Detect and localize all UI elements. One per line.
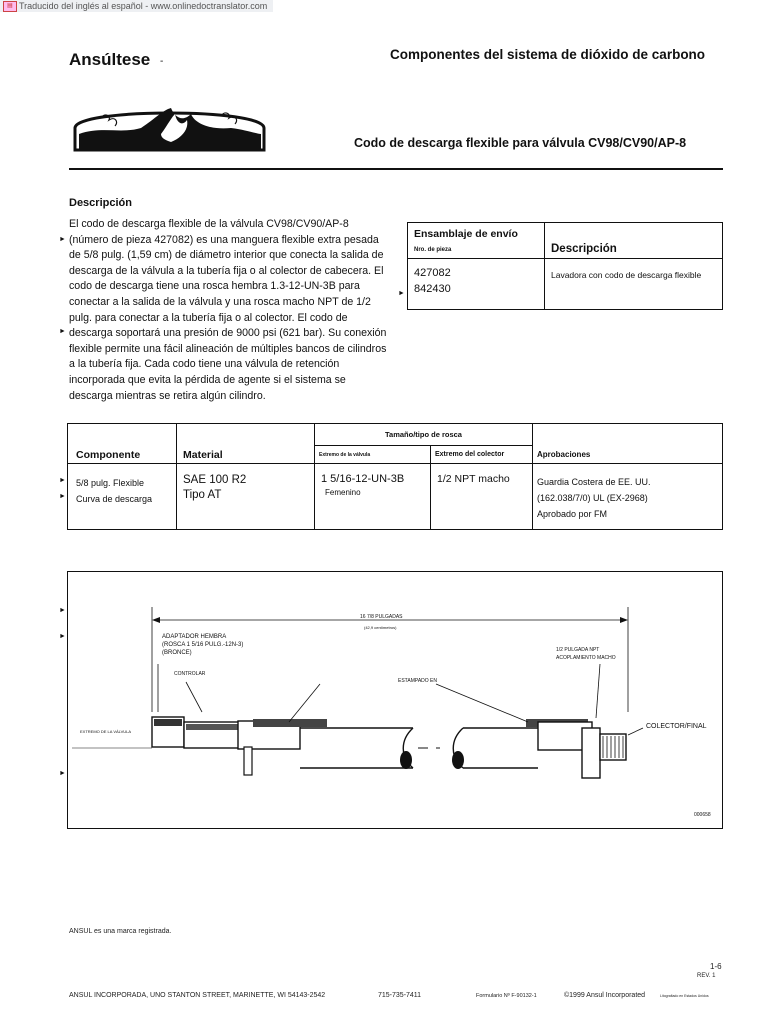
- component-name-1: 5/8 pulg. Flexible: [76, 478, 145, 488]
- part-number-1: 427082: [414, 267, 451, 279]
- length-label: 16 7/8 PULGADAS: [360, 614, 403, 620]
- shipping-assembly-table: [407, 222, 723, 310]
- manifold-end-thread: 1/2 NPT macho: [437, 473, 510, 485]
- npt-line-1: 1/2 PULGADA NPT: [556, 647, 600, 653]
- component-header: Componente: [76, 449, 141, 461]
- header-rule: [69, 168, 723, 170]
- description-heading: Descripción: [69, 197, 132, 209]
- approval-3: Aprobado por FM: [537, 509, 608, 519]
- check-valve-label: CONTROLAR: [174, 671, 206, 677]
- component-table: [67, 423, 723, 530]
- valve-end-label: EXTREMO DE LA VÁLVULA: [80, 729, 132, 734]
- npt-line-2: ACOPLAMIENTO MACHO: [556, 655, 616, 661]
- valve-end-thread: 1 5/16-12-UN-3B: [321, 473, 405, 485]
- change-marker-icon: ►: [59, 236, 66, 243]
- form-number: Formulario Nº F-90132-1: [476, 993, 537, 999]
- change-marker-icon: ►: [59, 328, 66, 335]
- stamped-label: ESTAMPADO EN: [398, 678, 437, 684]
- material-2: Tipo AT: [183, 489, 222, 501]
- thread-group-header: Tamaño/tipo de rosca: [385, 430, 462, 439]
- valve-end-header: Extremo de la válvula: [319, 451, 371, 458]
- approval-2: (162.038/7/0) UL (EX-2968): [537, 493, 648, 503]
- copyright: ©1999 Ansul Incorporated: [564, 992, 646, 999]
- brand-name: Ansúltese: [69, 50, 151, 69]
- approval-1: Guardia Costera de EE. UU.: [537, 477, 651, 487]
- shipping-description: Lavadora con codo de descarga flexible: [551, 270, 702, 280]
- change-marker-icon: ►: [59, 493, 66, 500]
- company-address: ANSUL INCORPORADA, UNO STANTON STREET, MARINETTE, WI 54143-2542: [69, 992, 326, 999]
- banner-text: Traducido del inglés al español - www.onlinedoctranslator.com: [19, 1, 268, 11]
- description-body: El codo de descarga flexible de la válvula CV98/CV90/AP-8 (número de pieza 427082) es una manguera flexible extra pesada de 5/8 pulg. (1,59 cm) de diámetro interior que conecta la salida de descarga de la válvula a la tubería fija o al colector de cabecera. El codo de descarga tiene una rosca hembra 1.3-12-UN-3B para conectar a la salida de la válvula y una rosca macho NPT de 1/2 pulg. para conectar a la tubería fija o al colector. El codo de descarga soportará una presión de 9000 psi (621 bar). Su conexión flexible permite una fácil alineación de múltiples bancos de cilindros a la tubería fija. Cada codo tiene una válvula de retención incorporada que evita la pérdida de agente si el sistema se descarga mientras se retira algún cilindro.: [69, 218, 387, 402]
- hose-drawing: [67, 571, 723, 829]
- product-subtitle: Codo de descarga flexible para válvula CV98/CV90/AP-8: [354, 136, 687, 150]
- material-header: Material: [183, 449, 223, 461]
- hose-diagram: [68, 572, 722, 828]
- length-metric-label: (42,9 centímetros): [364, 625, 397, 630]
- change-marker-icon: ►: [59, 770, 66, 777]
- female-adapter-line-1: ADAPTADOR HEMBRA: [162, 634, 227, 640]
- change-marker-icon: ►: [59, 607, 66, 614]
- translator-banner[interactable]: [0, 0, 273, 12]
- translator-icon: ▤: [3, 1, 17, 12]
- drawing-id: 000658: [694, 812, 711, 818]
- female-adapter-line-3: (BRONCE): [162, 650, 192, 656]
- manifold-end-label: COLECTOR/FINAL: [646, 723, 707, 730]
- document-title: Componentes del sistema de dióxido de carbono: [390, 47, 706, 62]
- npt-coupling-label: [556, 646, 616, 662]
- page-number: 1-6: [710, 962, 722, 971]
- flame-logo: [71, 104, 268, 156]
- material-1: SAE 100 R2: [183, 474, 247, 486]
- part-number-2: 842430: [414, 283, 451, 295]
- female-adapter-label: [162, 633, 243, 657]
- approvals-header: Aprobaciones: [537, 450, 591, 459]
- printed-in: Litografiado en Estados Unidos: [660, 994, 709, 998]
- revision: REV. 1: [697, 973, 716, 979]
- company-phone: 715-735-7411: [378, 992, 422, 999]
- shipping-header: Ensamblaje de envío: [414, 228, 518, 240]
- brand-mark: -: [160, 56, 164, 67]
- component-name-2: Curva de descarga: [76, 494, 153, 504]
- change-marker-icon: ►: [398, 290, 405, 297]
- valve-end-type: Femenino: [325, 488, 361, 497]
- description-header: Descripción: [551, 243, 617, 255]
- female-adapter-line-2: (ROSCA 1 5/16 PULG.-12N-3): [162, 642, 244, 648]
- manifold-end-header: Extremo del colector: [435, 451, 505, 458]
- change-marker-icon: ►: [59, 633, 66, 640]
- part-number-header: Nro. de pieza: [414, 247, 452, 253]
- trademark-note: ANSUL es una marca registrada.: [69, 928, 172, 935]
- change-marker-icon: ►: [59, 477, 66, 484]
